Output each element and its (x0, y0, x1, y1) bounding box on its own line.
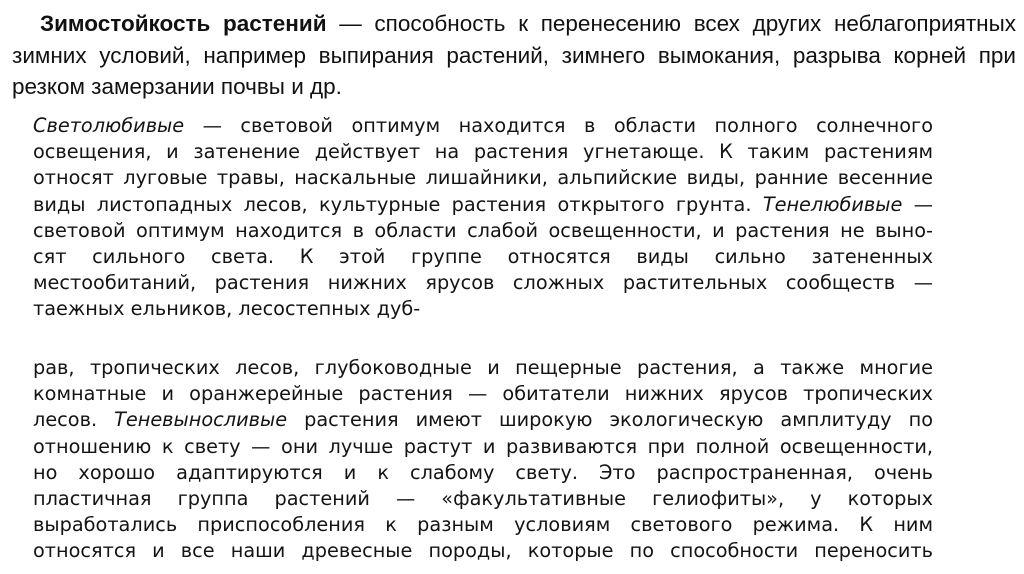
term-winter-hardiness: Зимостойкость растений (40, 11, 327, 36)
text-line (33, 192, 933, 218)
text-line: относятся и все наши древесные породы, которые по способности переносить (33, 539, 933, 563)
text-line: выработались приспособления к разным условиям светового режима. К ним (33, 513, 933, 537)
text-line: сят сильного света. К этой группе относятся виды сильно затененных (33, 245, 933, 269)
text-line: отношению к свету — они лучше растут и развиваются при полной освещенности, (33, 434, 933, 458)
text-line (33, 113, 933, 139)
text-line: но хорошо адаптируются и к слабому свету. Это распространенная, очень (33, 460, 933, 484)
text-line: световой оптимум находится в области слабой освещенности, и растения не выно- (33, 218, 933, 242)
text-line: относят луговые травы, наскальные лишайники, альпийские виды, ранние весенние (33, 166, 933, 190)
text-span: лесов. (33, 408, 115, 432)
definition-winter-hardiness: — способность к перенесению всех других неблагоприятных зимних условий, например выпирания растений, зимнего вымокания, разрыва корней при резком замерзании почвы и др. (12, 11, 1016, 99)
text-line (33, 407, 933, 433)
term-shade-loving: Тенелюбивые (762, 192, 903, 216)
term-light-loving: Светолюбивые (33, 114, 185, 137)
text-line: местообитаний, растения нижних ярусов сложных растительных сообществ — (33, 271, 933, 295)
text-line: освещения, и затенение действует на растения угнетающе. К таким растениям (33, 140, 933, 164)
text-line: пластичная группа растений — «факультативные гелиофиты», у которых (33, 487, 933, 511)
paragraph-shade-tolerant (33, 355, 933, 565)
text-line: рав, тропических лесов, глубоководные и пещерные растения, а также многие (33, 356, 933, 379)
text-line: таежных ельников, лесостепных дуб- (33, 297, 421, 321)
paragraph-light-loving (33, 113, 933, 323)
text-span: — (902, 192, 933, 216)
term-shade-tolerant: Теневыносливые (114, 408, 288, 432)
text-span: виды листопадных лесов, культурные растения открытого грунта. (33, 192, 763, 216)
text-span: растения имеют широкую экологическую амплитуду по (287, 408, 933, 432)
text-span: — световой оптимум находится в области полного солнечного (184, 114, 933, 137)
paragraph-winter-hardiness (12, 8, 1016, 103)
text-line: комнатные и оранжерейные растения — обитатели нижних ярусов тропических (33, 382, 933, 406)
